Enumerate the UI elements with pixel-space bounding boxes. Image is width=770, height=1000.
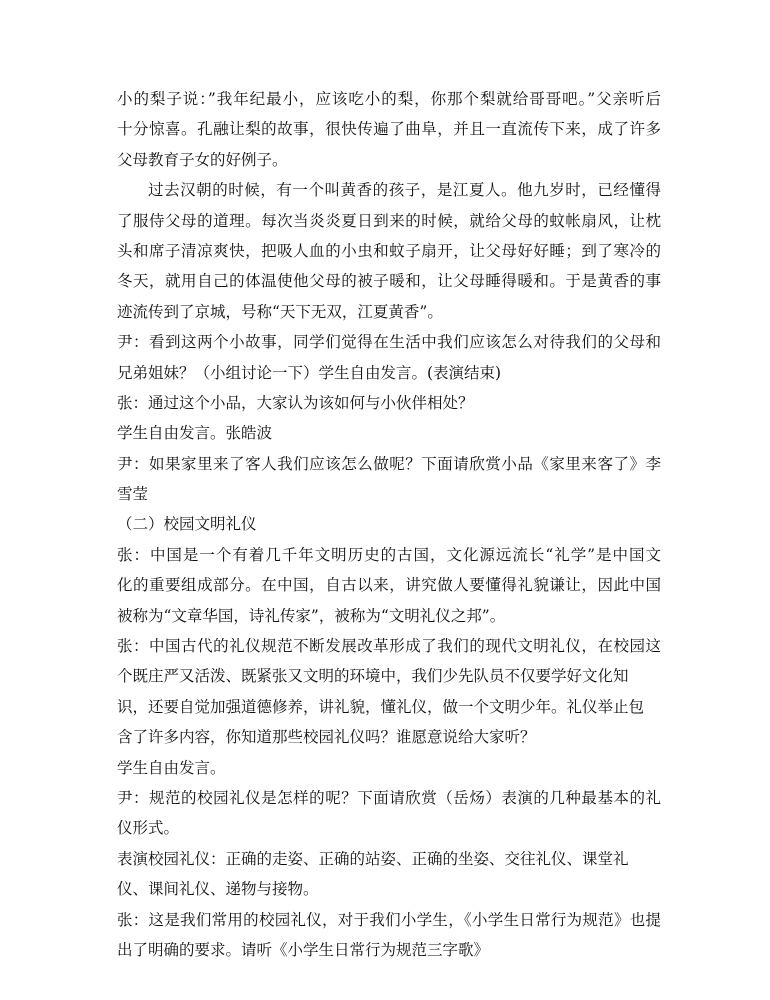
dialogue-line: 尹：规范的校园礼仪是怎样的呢？下面请欣赏（岳炀）表演的几种最基本的礼 xyxy=(117,788,661,807)
section-heading: （二）校园文明礼仪 xyxy=(117,515,257,534)
dialogue-line: 张：中国古代的礼仪规范不断发展改革形成了我们的现代文明礼仪，在校园这 xyxy=(117,637,661,656)
dialogue-line: 张：中国是一个有着几千年文明历史的古国，文化源远流长“礼学”是中国文 xyxy=(117,545,661,564)
text-line: 雪莹 xyxy=(117,485,149,504)
text-line: 仪、课间礼仪、递物与接物。 xyxy=(117,880,319,899)
text-line: 含了许多内容，你知道那些校园礼仪吗？谁愿意说给大家听？ xyxy=(117,728,536,747)
text-line: 父母教育子女的好例子。 xyxy=(117,150,288,169)
text-line: 冬天，就用自己的体温使他父母的被子暖和，让父母睡得暖和。于是黄香的事 xyxy=(117,272,661,291)
text-line: 十分惊喜。孔融让梨的故事，很快传遍了曲阜，并且一直流传下来，成了许多 xyxy=(117,120,661,139)
text-line: 兄弟姐妹？（小组讨论一下）学生自由发言。(表演结束) xyxy=(117,363,502,382)
text-line: 识，还要自觉加强道德修养，讲礼貌，懂礼仪，做一个文明少年。礼仪举止包 xyxy=(117,697,645,716)
text-line: 了服侍父母的道理。每次当炎炎夏日到来的时候，就给父母的蚊帐扇风，让枕 xyxy=(117,211,661,230)
dialogue-line: 尹：如果家里来了客人我们应该怎么做呢？下面请欣赏小品《家里来客了》李 xyxy=(117,454,661,473)
text-line: 学生自由发言。张皓波 xyxy=(117,424,273,443)
document-page xyxy=(117,84,661,965)
dialogue-line: 张：这是我们常用的校园礼仪，对于我们小学生，《小学生日常行为规范》也提 xyxy=(117,910,661,929)
text-line: 小的梨子说：”我年纪最小，应该吃小的梨，你那个梨就给哥哥吧。”父亲听后 xyxy=(117,90,661,108)
text-line: 个既庄严又活泼、既紧张又文明的环境中，我们少先队员不仅要学好文化知 xyxy=(117,667,629,686)
text-line: 被称为“文章华国，诗礼传家”，被称为“文明礼仪之邦”。 xyxy=(117,606,506,625)
text-line: 头和席子清凉爽快，把吸人血的小虫和蚊子扇开，让父母好好睡；到了寒冷的 xyxy=(117,241,661,260)
text-line: 迹流传到了京城，号称“天下无双，江夏黄香”。 xyxy=(117,302,443,321)
text-line: 学生自由发言。 xyxy=(117,758,226,777)
text-line: 仪形式。 xyxy=(117,819,180,838)
dialogue-line: 尹：看到这两个小故事，同学们觉得在生活中我们应该怎么对待我们的父母和 xyxy=(117,333,661,352)
text-line: 化的重要组成部分。在中国，自古以来，讲究做人要懂得礼貌谦让，因此中国 xyxy=(117,576,661,595)
paragraph-start-line: 过去汉朝的时候，有一个叫黄香的孩子，是江夏人。他九岁时，已经懂得 xyxy=(148,181,661,200)
text-line: 表演校园礼仪：正确的走姿、正确的站姿、正确的坐姿、交往礼仪、课堂礼 xyxy=(117,849,629,868)
text-line: 出了明确的要求。请听《小学生日常行为规范三字歌》 xyxy=(117,940,490,959)
dialogue-line: 张：通过这个小品，大家认为该如何与小伙伴相处？ xyxy=(117,393,474,412)
